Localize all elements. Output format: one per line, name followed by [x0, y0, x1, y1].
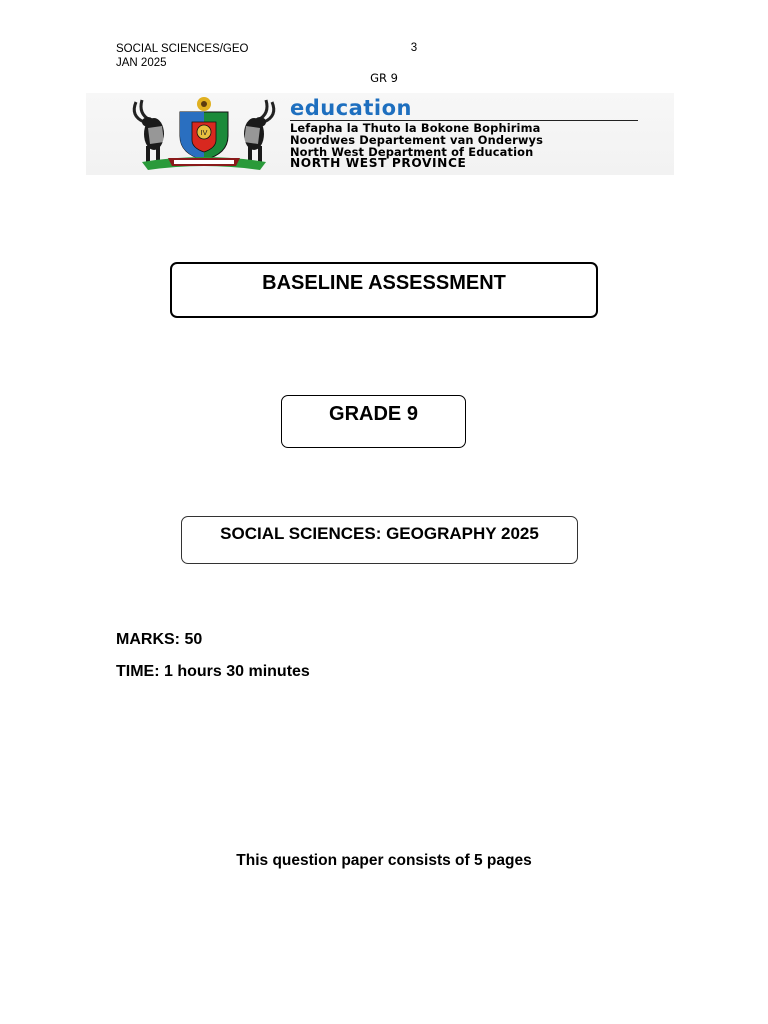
banner-title: education: [290, 96, 412, 120]
svg-text:IV: IV: [200, 129, 208, 137]
assessment-title: BASELINE ASSESSMENT: [262, 272, 506, 294]
grade-label: GRADE 9: [329, 403, 418, 425]
assessment-title-box: [170, 262, 598, 318]
marks-line: MARKS: 50: [116, 631, 203, 648]
department-line-afrikaans: Noordwes Departement van Onderwys: [290, 133, 544, 147]
header-grade: GR 9: [370, 71, 398, 85]
header-left: [116, 42, 249, 70]
header-date: JAN 2025: [116, 57, 167, 69]
page-count-note: This question paper consists of 5 pages: [236, 852, 532, 869]
department-line-setswana: Lefapha la Thuto la Bokone Bophirima: [290, 121, 541, 135]
page-number: 3: [410, 42, 418, 54]
grade-box: [281, 395, 466, 448]
subject-box: [181, 516, 578, 564]
time-line: TIME: 1 hours 30 minutes: [116, 663, 310, 680]
subject-label: SOCIAL SCIENCES: GEOGRAPHY 2025: [220, 524, 539, 543]
coat-of-arms-icon: [128, 96, 280, 174]
department-line-province: NORTH WEST PROVINCE: [290, 156, 467, 170]
subject-code: SOCIAL SCIENCES/GEO: [116, 43, 249, 55]
department-line-english: North West Department of Education: [290, 145, 534, 159]
